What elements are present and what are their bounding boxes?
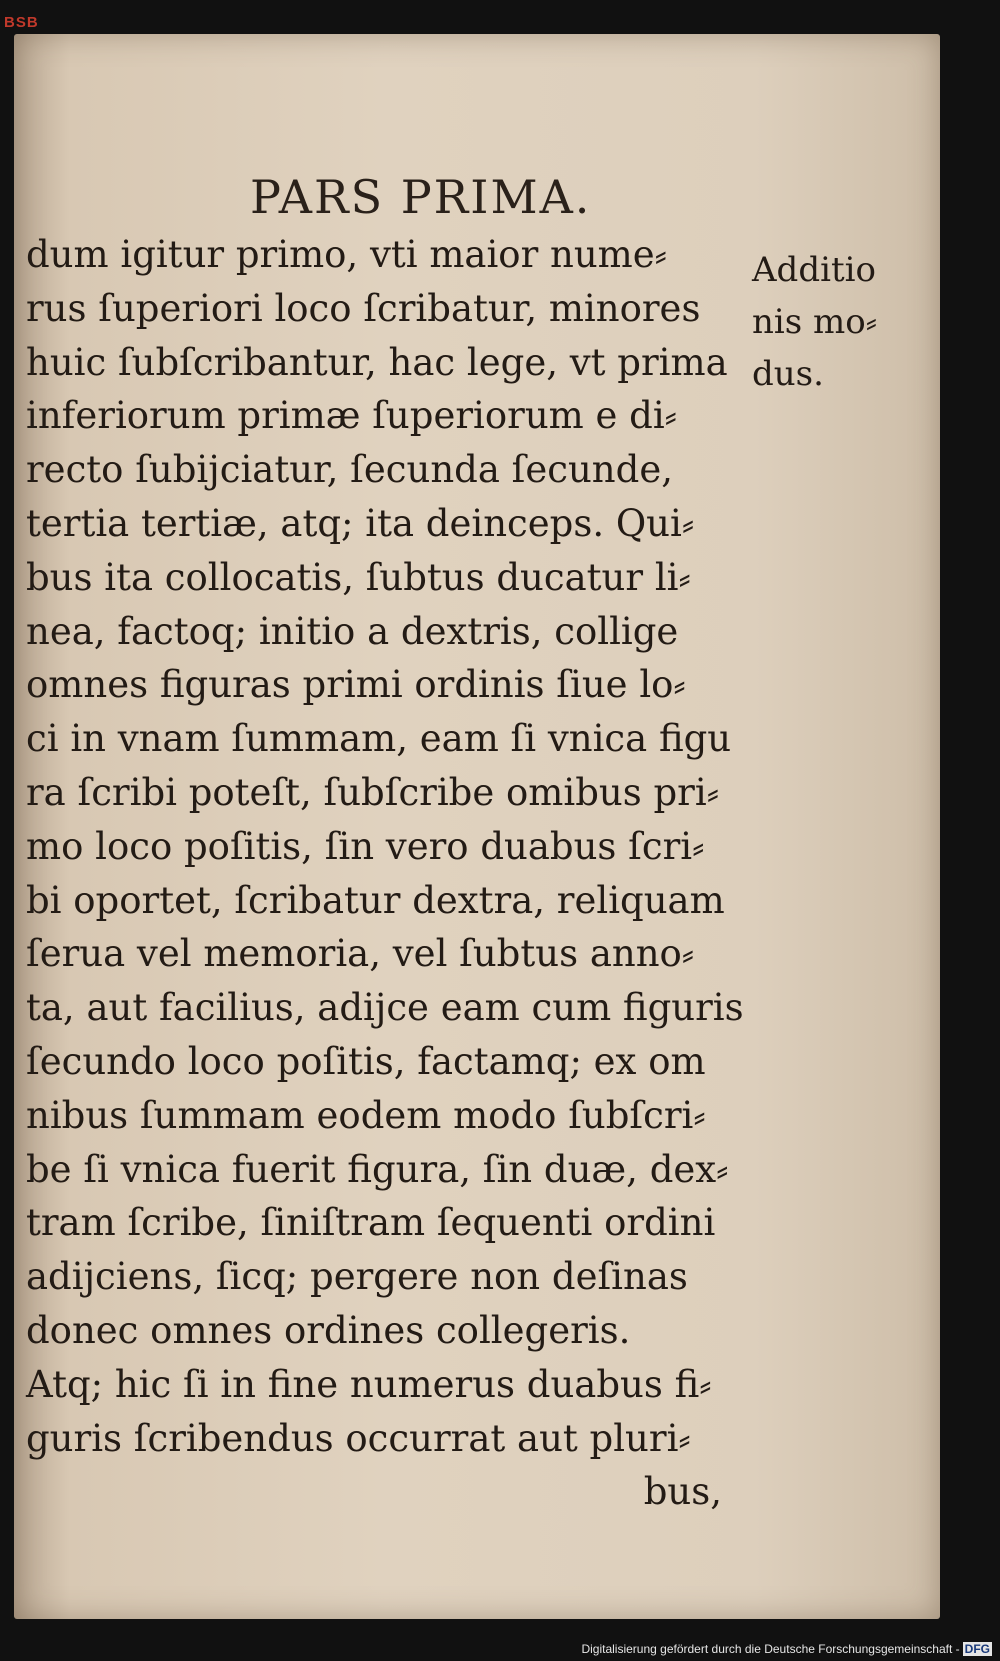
margin-note [752, 244, 877, 400]
text-line: omnes figuras primi ordinis ſiue lo⸗ [26, 663, 686, 707]
text-line: mo loco poſitis, ſin vero duabus ſcri⸗ [26, 824, 705, 868]
text-line: recto ſubijciatur, ſecunda ſecunde, [26, 448, 673, 492]
library-logo: BSB [4, 14, 39, 31]
margin-note-line: nis mo⸗ [752, 302, 878, 342]
text-line: bi oportet, ſcribatur dextra, reliquam [26, 878, 725, 922]
text-line: nibus ſummam eodem modo ſubſcri⸗ [26, 1093, 706, 1137]
text-line: be ſi vnica fuerit figura, ſin duæ, dex⸗ [26, 1147, 729, 1191]
text-line: bus ita collocatis, ſubtus ducatur li⸗ [26, 555, 691, 599]
text-line: dum igitur primo, vti maior nume⸗ [26, 233, 667, 276]
text-line: ci in vnam ſummam, eam ſi vnica figu [26, 717, 732, 761]
footer-credit-text: Digitalisierung gefördert durch die Deutsche Forschungsgemeinschaft - [581, 1642, 960, 1656]
text-line: ra ſcribi poteſt, ſubſcribe omibus pri⸗ [26, 770, 720, 814]
text-line: ſerua vel memoria, vel ſubtus anno⸗ [26, 932, 695, 976]
catchword: bus, [643, 1470, 722, 1514]
margin-note-line: dus. [752, 354, 824, 394]
margin-note-line: Additio [752, 250, 876, 290]
text-line: tram ſcribe, ſiniſtram ſequenti ordini [26, 1201, 716, 1245]
text-line: ſecundo loco poſitis, factamq; ex om [26, 1039, 706, 1083]
text-line: tertia tertiæ, atq; ita deinceps. Qui⸗ [26, 501, 695, 545]
text-line: ta, aut facilius, adijce eam cum figuris [26, 986, 744, 1030]
page-title: PARS PRIMA. [250, 170, 592, 224]
text-line: inferiorum primæ ſuperiorum e di⸗ [26, 394, 678, 438]
text-line: donec omnes ordines collegeris. [26, 1308, 631, 1352]
text-line: huic ſubſcribantur, hac lege, vt prima [26, 340, 728, 384]
dfg-logo: DFG [964, 1642, 990, 1656]
body-text [26, 228, 746, 1519]
text-line: guris ſcribendus occurrat aut pluri⸗ [26, 1416, 691, 1460]
text-line: rus ſuperiori loco ſcribatur, minores [26, 286, 701, 330]
text-line: Atq; hic ſi in fine numerus duabus fi⸗ [26, 1362, 712, 1406]
text-line: nea, factoq; initio a dextris, collige [26, 609, 679, 653]
text-line: adijciens, ſicq; pergere non deſinas [26, 1255, 688, 1299]
footer-credit [581, 1642, 992, 1656]
